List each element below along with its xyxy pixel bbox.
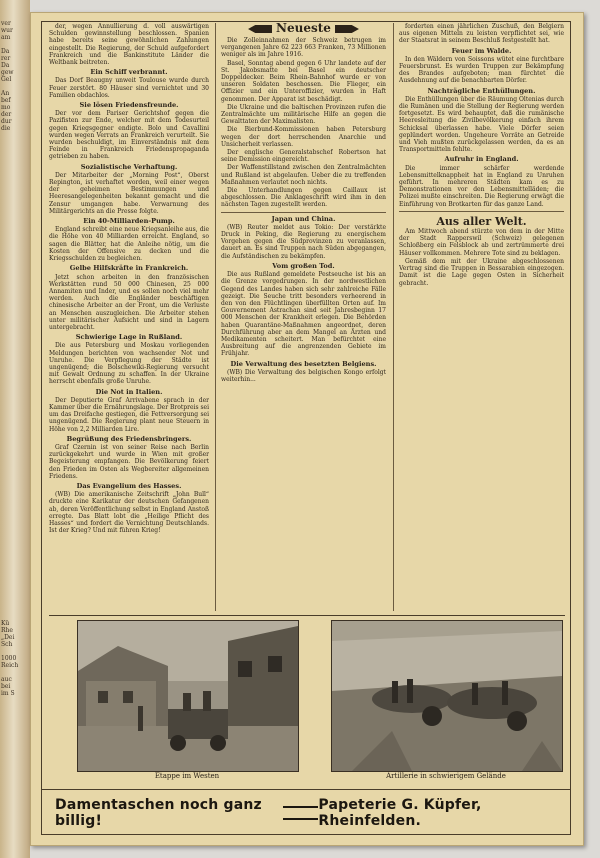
article-text: (WB) Die Verwaltung des belgischen Kongo erfolgt weiterhin...: [221, 368, 386, 383]
article-text: Graf Czernin ist von seiner Reise nach Berlin zurückgekehrt und wurde in Wien mit großer Begeisterung empfangen. Die Bevölkerung feiert den Frieden im Osten als Wegbereiter allgemeinen Friedens.: [49, 443, 209, 480]
article-text: Das Dorf Beaugny unweit Toulouse wurde durch Feuer zerstört. 80 Häuser sind vernichtet und 30 Familien obdachlos.: [49, 77, 209, 99]
news-item: Die Zolleinnahmen der Schweiz betrugen im vergangenen Jahre 62 223 663 Franken, 73 Millionen weniger als im Jahre 1916.: [221, 37, 386, 59]
article-text: (WB) Reuter meldet aus Tokio: Der verstärkte Druck in Peking, die Regierung zu energischem Vorgehen gegen die Südprovinzen zu veranlassen, dauert an. Es sind Truppen nach Süden abgegangen, die Aufständischen zu bekämpfen.: [221, 223, 386, 260]
article-title: Nachträgliche Enthüllungen.: [427, 86, 536, 95]
column-rule: [393, 23, 394, 611]
photo-etappe-image: [78, 621, 298, 771]
divider: [221, 212, 386, 213]
article-title: Die Not in Italien.: [95, 387, 163, 396]
article-text: (WB) Die amerikanische Zeitschrift „John Bull“ druckte eine Karikatur der deutschen Gefangenen ab, deren Veröffentlichung selbst in England Anstoß erregte. Das Blatt lobt die „Heilige Pflicht des Hasses“ und fordert die Vernichtung Deutschlands. Ist der Krieg? Und mit führen Krieg!: [49, 491, 209, 535]
article-title: Sie lösen Friedensfreunde.: [79, 101, 179, 110]
article-text: Die aus Petersburg und Moskau vorliegenden Meldungen berichten von wachsender Not und Unruhe. Die Verpflegung der Städte ist ungenügend; die Bolschewiki-Regierung versucht mit Gewalt Ordnung zu schaffen. In der Ukraine herrscht ebenfalls große Unruhe.: [49, 342, 209, 386]
book-binding: [0, 0, 30, 858]
article-title: Vom großen Tod.: [272, 261, 335, 270]
article-title: Sozialistische Verhaftung.: [80, 162, 178, 171]
article-title: Das Evangelium des Hasses.: [76, 481, 182, 490]
article-text: Der vor dem Pariser Gerichtshof gegen die Pazifisten zur Ende, welcher mit dem Todesurteil gegen Kriegsgegner endigte. Bolo und Cavallini wurden wegen Verrats an Frankreich verurteilt. Sie wurden beschuldigt, im Einverständnis mit dem Feinde in Frankreich Friedenspropaganda getrieben zu haben.: [49, 110, 209, 161]
news-item: Die Ukraine und die baltischen Provinzen rufen die Zentralmächte um militärische Hilfe an gegen die Gewalttaten der Maximalisten.: [221, 103, 386, 126]
article-text: England schreibt eine neue Kriegsanleihe aus, die die Höhe von 40 Milliarden erreicht. England, so sagen die Blätter, hat die Anleihe nötig, um die Kosten der Offensive zu decken und die Kriegsschulden zu begleichen.: [49, 226, 209, 263]
news-item: Der Waffenstillstand zwischen den Zentralmächten und Rußland ist abgelaufen. Ueber die zu treffenden Maßnahmen verlautet noch nichts.: [221, 164, 386, 186]
left-arrow-ornament-icon: [248, 25, 272, 33]
section-title-aus-aller-welt: Aus aller Welt.: [436, 214, 527, 228]
photo-artillerie-image: [332, 621, 562, 771]
section-header: [221, 23, 386, 36]
article-text: Die immer schärfer werdende Lebensmittelknappheit hat in England zu Unruhen geführt. In mehreren Städten kam es zu Demonstrationen vor den Lebensmittelläden; die Polizei mußte einschreiten. Die Regierung erwägt die Einführung von Brotkarten für das ganze Land.: [399, 164, 564, 208]
news-item: Der englische Generalstabschef Robertson hat seine Demission eingereicht.: [221, 149, 386, 164]
photo-etappe: [77, 620, 299, 772]
article-text: Gemäß dem mit der Ukraine abgeschlossenen Vertrag sind die Truppen in Bessarabien eingezogen. Damit ist die Lage gegen Osten in Sicherheit gebracht.: [399, 257, 564, 287]
intro-text: der, wegen Annullierung d. voll auswärtigen Schulden gewinnstellung beschlossen. Spanien habe bereits seine gewöhnlichen Zahlungen eingestellt. Die Regierung, der Schuld aufgefordert Frankreich und die Bankinstitute Länder die Weltbank beitreten.: [49, 23, 209, 67]
column-3: [399, 23, 564, 611]
ad-separator: [283, 806, 318, 820]
article-title: Ein 40-Milliarden-Pump.: [83, 217, 175, 226]
news-item: Die Unterhandlungen gegen Caillaux ist abgeschlossen. Die Anklageschrift wird ihm in den nächsten Tagen zugestellt werden.: [221, 187, 386, 209]
advertisement-banner: [41, 789, 571, 835]
article-text: forderten einen jährlichen Zuschuß, den Belgiern aus eigenen Mitteln zu leisten verpflichtet sei, wie der Staatsrat in seinem Beschluß festgestellt hat.: [399, 23, 564, 45]
article-text: Die Enthüllungen über die Räumung Oltenias durch die Rumänen und die Stellung der Regierung werden fortgesetzt. Es wird behauptet, daß die rumänische Heeresleitung die Zivilbevölkerung einfach ihrem Schicksal überlassen habe. Viele Dörfer seien geplündert worden. Ungeheure Vorräte an Getreide und Vieh mußten zurückgelassen werden, da es an Transportmitteln fehlte.: [399, 95, 564, 154]
divider: [399, 211, 564, 212]
article-title: Japan und China.: [271, 214, 336, 223]
photo-row: [49, 615, 565, 788]
article-text: Am Mittwoch abend stürzte von dem in der Mitte der Stadt Rapperswil (Schweiz) gelegenen Schloßberg ein Felsblock ab und zertrümmerte drei Häuser vollkommen. Mehrere Tote sind zu beklagen.: [399, 228, 564, 257]
section-header-label: Neueste: [276, 23, 331, 36]
photo-artillerie: [331, 620, 563, 772]
news-item: Die Bierbund-Kommissionen haben Petersburg wegen der dort herrschenden Anarchie und Unsicherheit verlassen.: [221, 126, 386, 148]
article-title: Schwierige Lage in Rußland.: [75, 333, 183, 342]
newspaper-page: [30, 12, 584, 846]
article-title: Die Verwaltung des besetzten Belgiens.: [230, 359, 377, 368]
photo-caption-left: Etappe im Westen: [154, 772, 220, 780]
column-rule: [215, 23, 216, 611]
column-2: [221, 23, 386, 611]
article-title: Begrüßung des Friedensbringers.: [66, 434, 192, 443]
article-text: Der Deputierte Graf Arrivabene sprach in der Kammer über die Ernährungslage. Der Brotpreis sei um das Dreifache gestiegen, die Fettversorgung sei ungenügend. Die Regierung plant neue Steuern in Höhe von 2,2 Milliarden Lire.: [49, 396, 209, 433]
right-arrow-ornament-icon: [335, 25, 359, 33]
article-title: Feuer im Walde.: [451, 46, 512, 55]
adjacent-page-text-top: ver wur am Da rer Da gew Gel An bef mo der dur die: [1, 20, 14, 132]
news-item: Basel, Sonntag abend gegen 6 Uhr landete auf der St. Jakobsmatte bei Basel ein deutscher Doppeldecker. Beim Rhein-Bahnhof wurde er von unseren Soldaten beschossen. Die Flieger, ein Offizier und ein Unteroffizier, wurden in Haft genommen. Der Apparat ist beschädigt.: [221, 59, 386, 103]
column-1: [49, 23, 209, 611]
ad-shop-name: Papeterie G. Küpfer, Rheinfelden.: [318, 796, 482, 829]
adjacent-page-text-bottom: Kü Rhe „Dei Sch 1000 Reich auc bei im S: [1, 620, 19, 697]
article-title: Ein Schiff verbrannt.: [90, 68, 168, 77]
ad-slogan: Damentaschen noch ganz billig!: [55, 796, 262, 829]
article-title: Gelbe Hilfskräfte in Frankreich.: [69, 264, 189, 273]
article-text: Der Mitarbeiter der „Morning Post“, Oberst Repington, ist verhaftet worden, weil einer wegen der geheimen Bestimmungen und Heeresangelegenheiten bekannt gemacht und die Zensur umgangen habe. Verwarnung des Militärgerichts an die Presse folgte.: [49, 171, 209, 215]
photo-caption-right: Artillerie in schwierigem Gelände: [386, 772, 506, 780]
article-title: Aufruhr in England.: [444, 155, 519, 164]
article-text: In den Wäldern von Soissons wütet eine furchtbare Feuersbrunst. Es wurden Truppen zur Bekämpfung des Brandes aufgeboten; man fürchtet die Ausdehnung auf die benachbarten Dörfer.: [399, 55, 564, 85]
article-text: Die aus Rußland gemeldete Pestseuche ist bis an die Grenze vorgedrungen. In der nordwestlichen Gegend des Landes haben sich sehr zahlreiche Fälle gezeigt. Die Seuche tritt besonders verheerend in den von den Flüchtlingen überfüllten Orten auf. Im Gouvernement Astrachan sind seit Jahresbeginn 17 000 Menschen der Krankheit erlegen. Die Behörden haben Quarantäne-Maßnahmen angeordnet, deren Durchführung aber an dem Mangel an Ärzten und Medikamenten scheitert. Man befürchtet eine Ausbreitung auf die angrenzenden Gebiete im Frühjahr.: [221, 271, 386, 358]
article-text: Jetzt schon arbeiten in den französischen Werkstätten rund 50 000 Chinesen, 25 000 Annamiten und Inder, und es sollen noch viel mehr werden. Auch die Engländer beschäftigen chinesische Arbeiter an der Front, um die Verluste an Menschen auszugleichen. Die Arbeiter stehen unter militärischer Aufsicht und sind in Lagern untergebracht.: [49, 273, 209, 331]
